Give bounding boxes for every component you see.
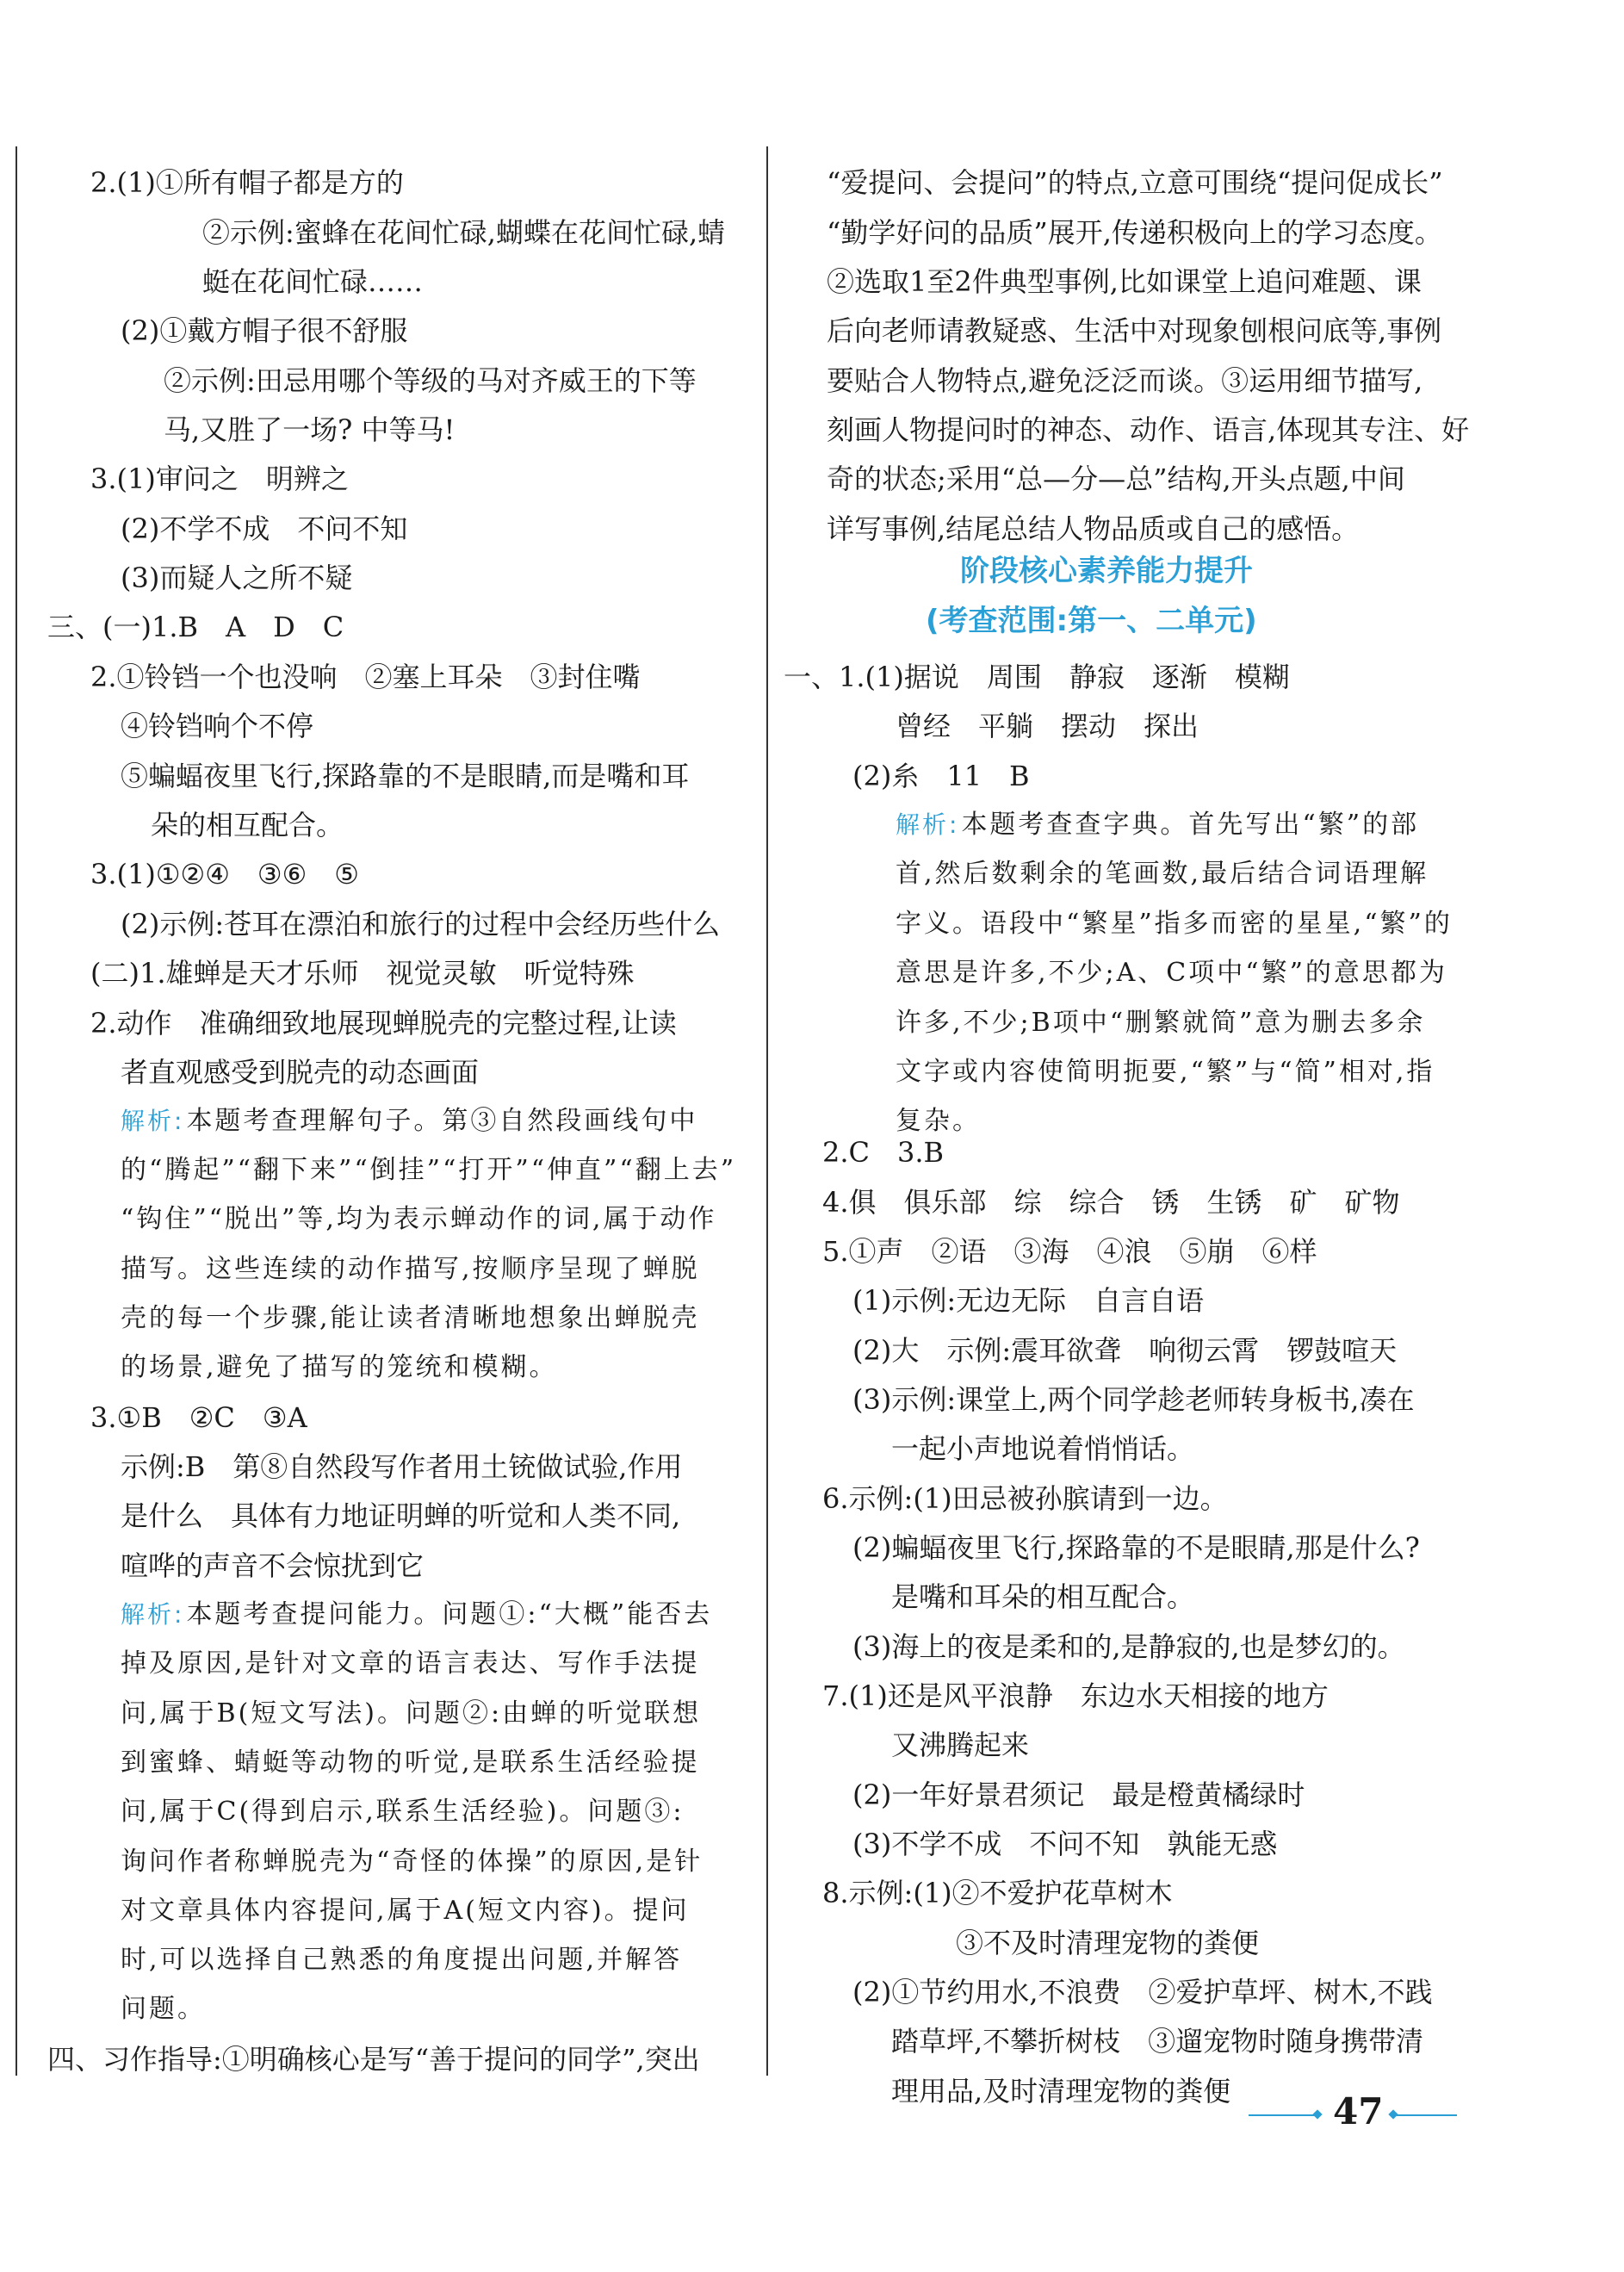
- left-column-text: 问,属于C(得到启示,联系生活经验)。问题③:: [121, 1797, 685, 1827]
- left-column-line: [47, 610, 344, 644]
- left-column-line: [121, 1202, 716, 1237]
- right-column-text: (2)蝙蝠夜里飞行,探路靠的不是眼睛,那是什么?: [852, 1531, 1420, 1564]
- right-column-line: [852, 759, 1030, 793]
- left-column-line: [164, 413, 455, 447]
- right-column-line: [852, 1283, 1204, 1318]
- left-column-line: [121, 1992, 206, 2027]
- left-column-text: (3)而疑人之所不疑: [121, 562, 353, 594]
- right-column-text: 是嘴和耳朵的相互配合。: [891, 1580, 1195, 1613]
- right-column-line: [822, 1234, 1317, 1269]
- right-column-line: [896, 1055, 1435, 1089]
- right-column-text: 首,然后数剩余的笔画数,最后结合词语理解: [896, 859, 1429, 889]
- right-column-line: [891, 2074, 1230, 2108]
- right-column-line: [827, 165, 1443, 200]
- right-column-line: [827, 512, 1359, 546]
- page-number: 47: [1333, 2090, 1384, 2132]
- left-column-text: 问题。: [121, 1994, 206, 2024]
- section-heading: 阶段核心素养能力提升: [960, 554, 1253, 588]
- left-column-line: [121, 1350, 558, 1385]
- right-column-text: 8.示例:(1)②不爱护花草树木: [822, 1877, 1173, 1909]
- right-column-line: [852, 1630, 1405, 1664]
- right-column-line: [891, 1580, 1194, 1614]
- analysis-label: 解析:: [896, 810, 960, 839]
- right-column-text: 许多,不少;B项中“删繁就简”意为删去多余: [896, 1008, 1426, 1038]
- left-column-text: (二)1.雄蝉是天才乐师 视觉灵敏 听觉特殊: [90, 957, 635, 990]
- right-column-text: ②选取1至2件典型事例,比如课堂上追问难题、课: [827, 265, 1422, 298]
- left-column-line: [121, 1252, 700, 1287]
- left-column-line: [90, 857, 359, 891]
- right-column-text: 曾经 平躺 摆动 探出: [896, 710, 1199, 742]
- right-column-line: [852, 1382, 1414, 1417]
- analysis-label: 解析:: [121, 1107, 185, 1135]
- right-column-text: 要贴合人物特点,避免泛泛而谈。③运用细节描写,: [827, 364, 1423, 397]
- right-column-text: 7.(1)还是风平浪静 东边水天相接的地方: [822, 1679, 1329, 1712]
- left-column-line: [47, 2042, 700, 2076]
- right-column-line: [896, 857, 1429, 891]
- left-column-line: [90, 462, 349, 496]
- left-column-text: 蜓在花间忙碌……: [202, 265, 424, 298]
- right-column-text: ③不及时清理宠物的粪便: [956, 1927, 1260, 1959]
- right-column-text: (3)示例:课堂上,两个同学趁老师转身板书,凑在: [852, 1383, 1415, 1416]
- right-column-line: [822, 1679, 1329, 1713]
- left-column-text: 3.①B ②C ③A: [90, 1401, 307, 1434]
- right-column-line: [827, 413, 1469, 447]
- right-column-line: [956, 1926, 1259, 1960]
- left-column-line: [121, 1697, 701, 1731]
- left-column-text: 3.(1)①②④ ③⑥ ⑤: [90, 858, 359, 891]
- right-column-line: [827, 363, 1423, 398]
- right-column-text: 一、1.(1)据说 周围 静寂 逐渐 模糊: [784, 661, 1290, 693]
- left-column-text: ②示例:田忌用哪个等级的马对齐威王的下等: [164, 364, 697, 397]
- right-column-line: [852, 1975, 1433, 2009]
- right-column-line: [822, 1185, 1400, 1220]
- right-column-text: 2.C 3.B: [822, 1136, 945, 1169]
- right-column-line: [852, 1778, 1305, 1812]
- left-column-line: [121, 759, 689, 793]
- left-column-text: 的场景,避免了描写的笼统和模糊。: [121, 1352, 558, 1382]
- left-column-text: 时,可以选择自己熟悉的角度提出问题,并解答: [121, 1945, 683, 1975]
- right-column-text: 复杂。: [896, 1106, 981, 1136]
- left-column-text: (2)①戴方帽子很不舒服: [121, 314, 408, 347]
- left-column-line: [121, 561, 352, 595]
- left-column-text: (2)示例:苍耳在漂泊和旅行的过程中会经历些什么: [121, 908, 721, 940]
- left-column-text: 本题考查提问能力。问题①:“大概”能否去: [186, 1599, 713, 1630]
- left-column-line: [121, 1055, 479, 1089]
- left-column-text: 2.①铃铛一个也没响 ②塞上耳朵 ③封住嘴: [90, 661, 641, 693]
- left-column-line: [90, 956, 635, 990]
- left-column-line: [90, 165, 404, 200]
- left-column-line: [121, 1499, 680, 1533]
- analysis-label: 解析:: [121, 1600, 185, 1629]
- right-column-text: (1)示例:无边无际 自言自语: [852, 1284, 1205, 1317]
- right-column-text: (2)大 示例:震耳欲聋 响彻云霄 锣鼓喧天: [852, 1334, 1398, 1367]
- left-column-line: [202, 264, 423, 299]
- left-column-line: [151, 808, 344, 842]
- left-column-line: [121, 1549, 424, 1583]
- right-column-text: (2)一年好景君须记 最是橙黄橘绿时: [852, 1778, 1305, 1811]
- left-column-line: [121, 1647, 700, 1681]
- left-column-text: 到蜜蜂、蜻蜓等动物的听觉,是联系生活经验提: [121, 1747, 700, 1778]
- right-column-text: 又沸腾起来: [891, 1729, 1030, 1761]
- right-column-text: 踏草坪,不攀折树枝 ③遛宠物时随身携带清: [891, 2025, 1424, 2058]
- left-column-line: [121, 907, 720, 941]
- right-column-line: [822, 1481, 1228, 1516]
- page-number-line-right: [1397, 2114, 1457, 2116]
- right-column-text: (2)①节约用水,不浪费 ②爱护草坪、树木,不践: [852, 1976, 1433, 2008]
- right-column-line: [896, 709, 1199, 743]
- right-column-text: 6.示例:(1)田忌被孙膑请到一边。: [822, 1482, 1228, 1515]
- left-column-text: ⑤蝙蝠夜里飞行,探路靠的不是眼睛,而是嘴和耳: [121, 760, 690, 792]
- right-column-text: 字义。语段中“繁星”指多而密的星星,“繁”的: [896, 909, 1453, 939]
- left-column-text: 三、(一)1.B A D C: [47, 611, 344, 643]
- right-column-line: [827, 264, 1422, 299]
- right-column-line: [784, 660, 1290, 694]
- left-column-text: 问,属于B(短文写法)。问题②:由蝉的听觉联想: [121, 1698, 702, 1729]
- right-column-text: “勤学好问的品质”展开,传递积极向上的学习态度。: [827, 216, 1442, 249]
- right-column-line: [896, 956, 1447, 990]
- left-column-line: [121, 709, 313, 743]
- right-column-line: [827, 215, 1442, 250]
- left-column-line: [121, 1301, 700, 1336]
- right-column-text: (2)糸 11 B: [852, 760, 1030, 792]
- right-column-line: [891, 2024, 1423, 2058]
- left-column-line: [121, 1845, 703, 1879]
- right-column-text: 理用品,及时清理宠物的粪便: [891, 2075, 1231, 2107]
- left-column-text: 2.(1)①所有帽子都是方的: [90, 166, 404, 199]
- page-number-line-left: [1249, 2114, 1317, 2116]
- right-column-text: 后向老师请教疑惑、生活中对现象刨根问底等,事例: [827, 314, 1442, 347]
- left-column-text: 马,又胜了一场? 中等马!: [164, 413, 456, 446]
- right-column-line: [827, 313, 1441, 348]
- left-column-text: 示例:B 第⑧自然段写作者用土铳做试验,作用: [121, 1450, 683, 1483]
- left-column-text: 3.(1)审问之 明辨之: [90, 462, 349, 495]
- left-column-text: 描写。这些连续的动作描写,按顺序呈现了蝉脱: [121, 1254, 700, 1284]
- left-column-text: 壳的每一个步骤,能让读者清晰地想象出蝉脱壳: [121, 1303, 700, 1333]
- right-column-line: [896, 1006, 1425, 1040]
- right-column-line: [891, 1431, 1194, 1466]
- left-column-text: “钩住”“脱出”等,均为表示蝉动作的词,属于动作: [121, 1204, 717, 1234]
- left-column-line: [121, 1153, 736, 1188]
- right-column-text: “爱提问、会提问”的特点,立意可围绕“提问促成长”: [827, 166, 1443, 199]
- left-column-line: [121, 313, 407, 348]
- left-column-text: 询问作者称蝉脱壳为“奇怪的体操”的原因,是针: [121, 1847, 704, 1877]
- left-column-text: 的“腾起”“翻下来”“倒挂”“打开”“伸直”“翻上去”: [121, 1155, 737, 1185]
- left-column-text: 喧哗的声音不会惊扰到它: [121, 1549, 425, 1582]
- right-column-line: [822, 1876, 1173, 1910]
- right-column-text: 文字或内容使简明扼要,“繁”与“简”相对,指: [896, 1057, 1435, 1087]
- right-column-text: 4.俱 俱乐部 综 综合 锈 生锈 矿 矿物: [822, 1186, 1400, 1219]
- right-column-line: [891, 1728, 1029, 1762]
- left-column-text: 本题考查理解句子。第③自然段画线句中: [186, 1106, 698, 1136]
- left-column-line: [164, 363, 697, 398]
- right-column-line: [896, 907, 1453, 941]
- column-divider: [766, 146, 768, 2076]
- right-column-text: 奇的状态;采用“总—分—总”结构,开头点题,中间: [827, 462, 1405, 495]
- right-column-line: [896, 1104, 981, 1139]
- right-column-text: 本题考查查字典。首先写出“繁”的部: [961, 810, 1420, 840]
- left-column-line: [121, 1598, 712, 1632]
- section-heading: (考查范围:第一、二单元): [926, 604, 1257, 638]
- left-column-text: 对文章具体内容提问,属于A(短文内容)。提问: [121, 1896, 690, 1926]
- right-column-line: [827, 462, 1405, 496]
- right-column-line: [822, 1135, 944, 1170]
- right-column-text: 详写事例,结尾总结人物品质或自己的感悟。: [827, 512, 1360, 545]
- right-column-line: [896, 808, 1419, 842]
- left-column-line: [90, 1400, 307, 1435]
- right-column-text: (3)不学不成 不问不知 孰能无惑: [852, 1828, 1278, 1860]
- left-column-text: 者直观感受到脱壳的动态画面: [121, 1056, 480, 1089]
- left-column-line: [121, 1449, 682, 1484]
- left-column-line: [121, 1746, 700, 1780]
- left-column-text: (2)不学不成 不问不知: [121, 512, 408, 545]
- left-column-line: [121, 1104, 697, 1139]
- left-column-text: ④铃铛响个不停: [121, 710, 314, 742]
- left-column-line: [90, 1006, 677, 1040]
- left-margin-rule: [15, 146, 17, 2076]
- left-column-line: [121, 1943, 682, 1977]
- left-column-text: 朵的相互配合。: [151, 809, 344, 841]
- page-number-dot-left: [1312, 2109, 1322, 2119]
- left-column-line: [202, 215, 725, 250]
- left-column-line: [121, 1894, 690, 1928]
- left-column-text: 四、习作指导:①明确核心是写“善于提问的同学”,突出: [47, 2043, 700, 2076]
- right-column-line: [852, 1333, 1397, 1368]
- right-column-text: 5.①声 ②语 ③海 ④浪 ⑤崩 ⑥样: [822, 1235, 1317, 1268]
- right-column-line: [852, 1530, 1420, 1565]
- left-column-line: [121, 1795, 685, 1829]
- left-column-text: ②示例:蜜蜂在花间忙碌,蝴蝶在花间忙碌,蜻: [202, 216, 726, 249]
- left-column-line: [90, 660, 641, 694]
- left-column-text: 是什么 具体有力地证明蝉的听觉和人类不同,: [121, 1499, 681, 1532]
- right-column-text: 刻画人物提问时的神态、动作、语言,体现其专注、好: [827, 413, 1470, 446]
- right-column-text: 意思是许多,不少;A、C项中“繁”的意思都为: [896, 958, 1447, 988]
- right-column-text: 一起小声地说着悄悄话。: [891, 1432, 1195, 1465]
- left-column-line: [121, 512, 407, 546]
- left-column-text: 掉及原因,是针对文章的语言表达、写作手法提: [121, 1648, 700, 1679]
- right-column-line: [852, 1827, 1277, 1861]
- right-column-text: (3)海上的夜是柔和的,是静寂的,也是梦幻的。: [852, 1630, 1405, 1663]
- left-column-text: 2.动作 准确细致地展现蝉脱壳的完整过程,让读: [90, 1007, 677, 1040]
